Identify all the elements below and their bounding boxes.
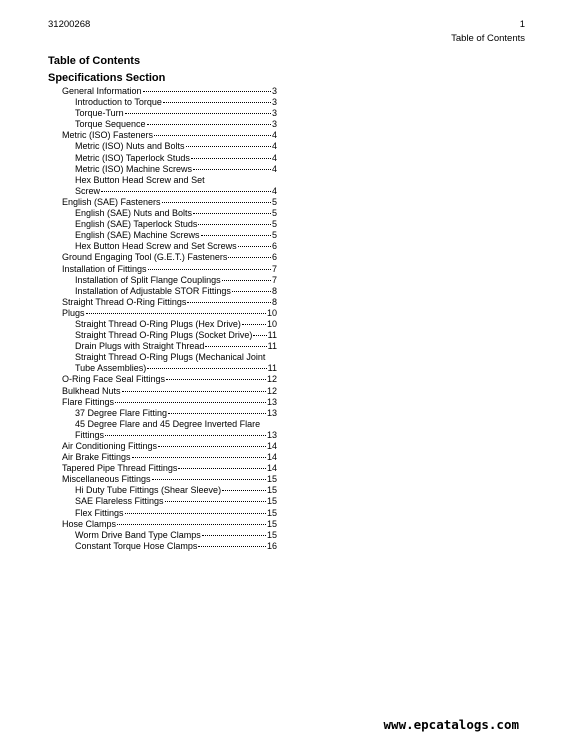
toc-entry-page: 15	[266, 474, 277, 485]
toc-entry-text: Installation of Adjustable STOR Fittings	[75, 285, 231, 296]
toc-entry[interactable]	[62, 86, 277, 97]
toc-dot-leader	[198, 546, 266, 547]
toc-entry[interactable]	[62, 519, 277, 530]
toc-entry-page: 4	[271, 185, 277, 196]
toc-dot-leader	[187, 302, 271, 303]
toc-entry[interactable]	[62, 386, 277, 397]
toc-entry[interactable]	[62, 352, 277, 363]
toc-entry-text: English (SAE) Taperlock Studs	[75, 219, 198, 230]
toc-dot-leader	[222, 490, 266, 491]
toc-entry-text: Tapered Pipe Thread Fittings	[62, 463, 178, 474]
toc-entry[interactable]	[62, 530, 277, 541]
toc-entry[interactable]	[62, 441, 277, 452]
toc-dot-leader	[105, 435, 266, 436]
toc-entry-text: Hex Button Head Screw and Set	[75, 174, 205, 185]
toc-entry[interactable]	[62, 330, 277, 341]
toc-entry-text: English (SAE) Fasteners	[62, 196, 161, 207]
toc-dot-leader	[205, 346, 266, 347]
toc-entry[interactable]	[62, 264, 277, 275]
toc-dot-leader	[202, 535, 266, 536]
toc-entry-page: 11	[267, 341, 277, 352]
toc-entry-text: Metric (ISO) Nuts and Bolts	[75, 141, 185, 152]
toc-entry[interactable]	[62, 186, 277, 197]
toc-dot-leader	[158, 446, 266, 447]
toc-entry-page: 4	[271, 163, 277, 174]
toc-entry-text: English (SAE) Nuts and Bolts	[75, 208, 193, 219]
toc-entry-page: 15	[266, 518, 277, 529]
toc-title: Table of Contents	[48, 55, 141, 67]
running-header-title: Table of Contents	[451, 33, 525, 44]
toc-entry-page: 15	[266, 485, 277, 496]
toc-entry[interactable]	[62, 119, 277, 130]
toc-entry[interactable]	[62, 397, 277, 408]
toc-entry[interactable]	[62, 419, 277, 430]
toc-entry-text: Hose Clamps	[62, 518, 117, 529]
toc-entry-page: 11	[267, 330, 277, 341]
toc-entry[interactable]	[62, 208, 277, 219]
toc-entry-text: Flex Fittings	[75, 507, 124, 518]
toc-entry[interactable]	[62, 297, 277, 308]
toc-entry-page: 4	[271, 141, 277, 152]
section-title: Specifications Section	[48, 72, 166, 84]
toc-dot-leader	[228, 257, 271, 258]
toc-dot-leader	[201, 235, 271, 236]
toc-entry-page: 15	[266, 496, 277, 507]
toc-dot-leader	[147, 368, 266, 369]
toc-entry[interactable]	[62, 485, 277, 496]
toc-entry-text: Tube Assemblies)	[75, 363, 147, 374]
toc-list	[62, 86, 277, 552]
toc-entry-text: Plugs	[62, 307, 85, 318]
toc-entry-page: 3	[271, 97, 277, 108]
toc-entry-page: 12	[266, 374, 277, 385]
toc-entry-page: 3	[271, 108, 277, 119]
toc-dot-leader	[148, 269, 271, 270]
toc-entry[interactable]	[62, 496, 277, 507]
toc-entry-text: Metric (ISO) Taperlock Studs	[75, 152, 190, 163]
toc-dot-leader	[162, 202, 271, 203]
toc-dot-leader	[115, 402, 266, 403]
toc-dot-leader	[191, 158, 271, 159]
toc-entry[interactable]	[62, 463, 277, 474]
toc-entry[interactable]	[62, 241, 277, 252]
toc-entry-page: 3	[271, 119, 277, 130]
toc-entry[interactable]	[62, 474, 277, 485]
toc-entry-page: 13	[266, 396, 277, 407]
toc-entry[interactable]	[62, 175, 277, 186]
toc-dot-leader	[101, 191, 271, 192]
toc-entry[interactable]	[62, 374, 277, 385]
toc-entry-page: 6	[271, 241, 277, 252]
toc-entry-text: Worm Drive Band Type Clamps	[75, 529, 201, 540]
toc-entry-text: Straight Thread O-Ring Plugs (Hex Drive)	[75, 318, 241, 329]
toc-entry-page: 8	[271, 296, 277, 307]
toc-entry[interactable]	[62, 97, 277, 108]
toc-entry-page: 13	[266, 407, 277, 418]
page-number: 1	[519, 19, 525, 30]
toc-dot-leader	[168, 413, 266, 414]
toc-entry-text: Flare Fittings	[62, 396, 115, 407]
toc-entry[interactable]	[62, 153, 277, 164]
toc-entry-text: Torque-Turn	[75, 108, 124, 119]
toc-entry-page: 4	[271, 152, 277, 163]
watermark-url[interactable]: www.epcatalogs.com	[383, 717, 519, 732]
toc-entry[interactable]	[62, 108, 277, 119]
toc-dot-leader	[186, 146, 271, 147]
toc-entry-page: 11	[267, 363, 277, 374]
toc-entry-text: 37 Degree Flare Fitting	[75, 407, 168, 418]
toc-dot-leader	[238, 246, 271, 247]
toc-dot-leader	[222, 280, 271, 281]
toc-entry-text: Ground Engaging Tool (G.E.T.) Fasteners	[62, 252, 228, 263]
toc-dot-leader	[166, 379, 266, 380]
toc-entry-page: 7	[271, 274, 277, 285]
toc-entry-text: Air Conditioning Fittings	[62, 441, 158, 451]
toc-entry-page: 14	[266, 441, 277, 451]
toc-entry-text: 45 Degree Flare and 45 Degree Inverted Flare	[75, 418, 261, 429]
toc-entry-page: 5	[271, 219, 277, 230]
toc-entry-text: General Information	[62, 86, 142, 96]
toc-entry-page: 6	[271, 252, 277, 263]
toc-entry-page: 12	[266, 385, 277, 396]
toc-entry-text: Straight Thread O-Ring Fittings	[62, 296, 187, 307]
toc-dot-leader	[242, 324, 266, 325]
toc-dot-leader	[253, 335, 266, 336]
toc-entry[interactable]	[62, 252, 277, 263]
toc-dot-leader	[154, 135, 271, 136]
toc-dot-leader	[125, 113, 271, 114]
toc-dot-leader	[86, 313, 266, 314]
toc-entry[interactable]	[62, 130, 277, 141]
toc-entry-text: Drain Plugs with Straight Thread	[75, 341, 205, 352]
toc-entry-text: Introduction to Torque	[75, 97, 162, 108]
toc-dot-leader	[122, 391, 266, 392]
toc-entry-text: Hi Duty Tube Fittings (Shear Sleeve)	[75, 485, 222, 496]
toc-entry-page: 5	[271, 208, 277, 219]
toc-entry[interactable]	[62, 319, 277, 330]
toc-dot-leader	[143, 91, 271, 92]
toc-entry-text: Air Brake Fittings	[62, 452, 131, 463]
toc-dot-leader	[193, 169, 271, 170]
toc-entry[interactable]	[62, 408, 277, 419]
toc-entry-page: 10	[266, 307, 277, 318]
toc-entry-text: Straight Thread O-Ring Plugs (Socket Drive)	[75, 330, 253, 341]
toc-entry-page: 3	[271, 86, 277, 96]
toc-entry[interactable]	[62, 219, 277, 230]
toc-dot-leader	[232, 291, 271, 292]
toc-entry[interactable]	[62, 508, 277, 519]
toc-dot-leader	[165, 501, 266, 502]
toc-entry[interactable]	[62, 452, 277, 463]
toc-entry[interactable]	[62, 541, 277, 552]
toc-entry-page: 15	[266, 507, 277, 518]
toc-entry-page: 14	[266, 452, 277, 463]
toc-dot-leader	[178, 468, 266, 469]
toc-entry-text: Metric (ISO) Fasteners	[62, 130, 154, 141]
toc-entry[interactable]	[62, 275, 277, 286]
toc-dot-leader	[147, 124, 271, 125]
toc-entry-page: 14	[266, 463, 277, 474]
toc-entry-text: Constant Torque Hose Clamps	[75, 540, 198, 551]
toc-entry-text: Straight Thread O-Ring Plugs (Mechanical Joint	[75, 352, 266, 363]
toc-entry[interactable]	[62, 230, 277, 241]
toc-entry[interactable]	[62, 286, 277, 297]
toc-entry[interactable]	[62, 308, 277, 319]
toc-dot-leader	[198, 224, 271, 225]
toc-dot-leader	[163, 102, 271, 103]
toc-entry[interactable]	[62, 341, 277, 352]
toc-dot-leader	[193, 213, 271, 214]
toc-entry-text: Hex Button Head Screw and Set Screws	[75, 241, 237, 252]
toc-entry-page: 5	[271, 230, 277, 241]
toc-entry-text: Miscellaneous Fittings	[62, 474, 151, 485]
toc-dot-leader	[125, 513, 266, 514]
toc-entry-page: 5	[271, 196, 277, 207]
toc-entry-page: 4	[271, 130, 277, 141]
doc-number: 31200268	[48, 19, 91, 30]
toc-dot-leader	[117, 524, 266, 525]
toc-entry-page: 15	[266, 529, 277, 540]
toc-entry[interactable]	[62, 197, 277, 208]
toc-entry[interactable]	[62, 164, 277, 175]
toc-entry-page: 10	[266, 318, 277, 329]
toc-entry[interactable]	[62, 141, 277, 152]
toc-entry-text: Metric (ISO) Machine Screws	[75, 163, 193, 174]
toc-entry-text: Torque Sequence	[75, 119, 146, 130]
toc-entry-text: Screw	[75, 185, 101, 196]
toc-entry[interactable]	[62, 363, 277, 374]
toc-dot-leader	[152, 479, 266, 480]
toc-entry-text: Installation of Fittings	[62, 263, 147, 274]
toc-entry-page: 8	[271, 285, 277, 296]
toc-entry-text: Installation of Split Flange Couplings	[75, 274, 221, 285]
toc-entry-text: O-Ring Face Seal Fittings	[62, 374, 166, 385]
toc-entry-page: 13	[266, 429, 277, 440]
toc-dot-leader	[132, 457, 266, 458]
toc-entry-text: Fittings	[75, 429, 105, 440]
toc-entry-page: 7	[271, 263, 277, 274]
toc-entry-text: Bulkhead Nuts	[62, 385, 121, 396]
toc-entry-text: English (SAE) Machine Screws	[75, 230, 200, 241]
toc-entry-page: 16	[266, 540, 277, 551]
toc-entry-text: SAE Flareless Fittings	[75, 496, 164, 507]
toc-entry[interactable]	[62, 430, 277, 441]
